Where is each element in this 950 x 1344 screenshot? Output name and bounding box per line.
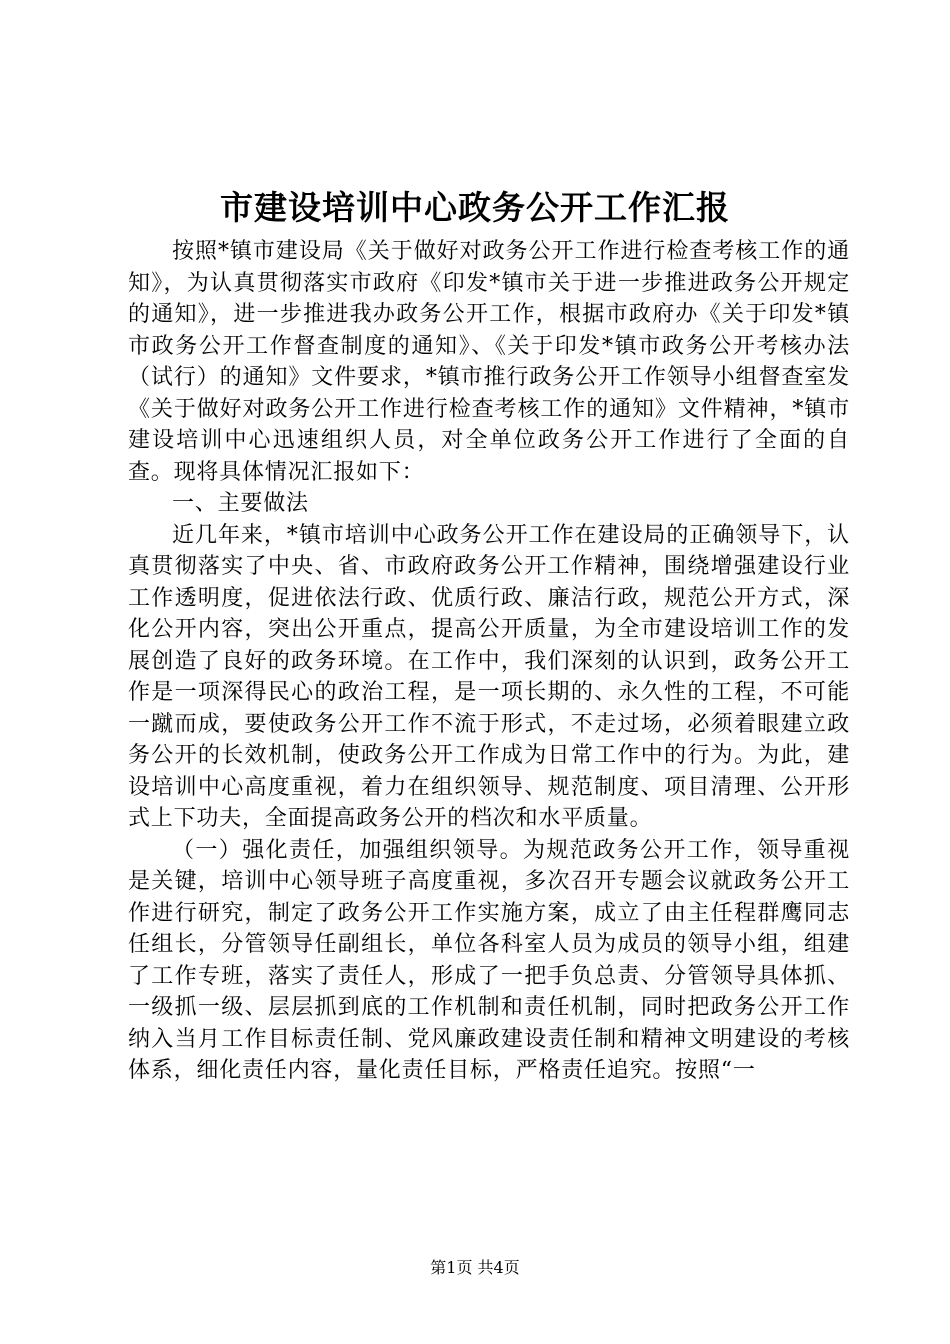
paragraph-subsection-one: （一）强化责任，加强组织领导。为规范政务公开工作，领导重视是关键，培训中心领导班子高度重视，多次召开专题会议就政务公开工作进行研究，制定了政务公开工作实施方案，成立了由主任程群鹰同志任组长，分管领导任副组长，单位各科室人员为成员的领导小组，组建了工作专班，落实了责任人，形成了一把手负总责、分管领导具体抓、一级抓一级、层层抓到底的工作机制和责任机制，同时把政务公开工作纳入当月工作目标责任制、党风廉政建设责任制和精神文明建设的考核体系，细化责任内容，量化责任目标，严格责任追究。按照“一 xyxy=(128,837,850,1083)
page-footer: 第1页 共4页 xyxy=(430,1258,520,1277)
document-body xyxy=(128,236,850,1087)
paragraph-main-practice: 近几年来，*镇市培训中心政务公开工作在建设局的正确领导下，认真贯彻落实了中央、省、市政府政务公开工作精神，围绕增强建设行业工作透明度，促进依法行政、优质行政、廉洁行政，规范公开方式，深化公开内容，突出公开重点，提高公开质量，为全市建设培训工作的发展创造了良好的政务环境。在工作中，我们深刻的认识到，政务公开工作是一项深得民心的政治工程，是一项长期的、永久性的工程，不可能一蹴而成，要使政务公开工作不流于形式，不走过场，必须着眼建立政务公开的长效机制，使政务公开工作成为日常工作中的行为。为此，建设培训中心高度重视，着力在组织领导、规范制度、项目清理、公开形式上下功夫，全面提高政务公开的档次和水平质量。 xyxy=(128,522,850,831)
section-heading: 一、主要做法 xyxy=(172,491,309,516)
document-title: 市建设培训中心政务公开工作汇报 xyxy=(220,188,730,227)
paragraph-intro: 按照*镇市建设局《关于做好对政务公开工作进行检查考核工作的通知》，为认真贯彻落实市政府《印发*镇市关于进一步推进政务公开规定的通知》，进一步推进我办政务公开工作，根据市政府办《关于印发*镇市政务公开工作督查制度的通知》、《关于印发*镇市政务公开考核办法（试行）的通知》文件要求，*镇市推行政务公开工作领导小组督查室发《关于做好对政务公开工作进行检查考核工作的通知》文件精神，*镇市建设培训中心迅速组织人员，对全单位政务公开工作进行了全面的自查。现将具体情况汇报如下： xyxy=(128,239,850,485)
